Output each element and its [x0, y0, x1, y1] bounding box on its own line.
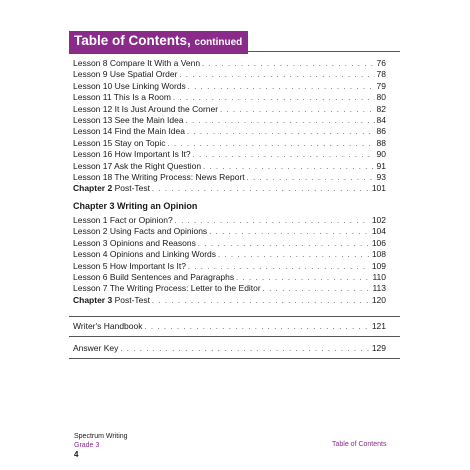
toc-entry-page: 101	[371, 183, 386, 194]
toc-entry[interactable]	[73, 226, 386, 237]
toc-entry-page: 76	[376, 58, 386, 68]
toc-entry-label	[73, 81, 186, 92]
toc-entry-label	[73, 69, 177, 80]
dot-leader	[198, 239, 370, 250]
toc-entry-text: Lesson 4 Opinions and Linking Words	[73, 249, 217, 260]
divider-1	[69, 316, 400, 317]
toc-entry-label	[73, 138, 165, 149]
toc-entry-page: 108	[371, 249, 386, 260]
heading-divider	[69, 51, 400, 52]
toc-entry[interactable]	[73, 126, 386, 137]
dot-leader	[202, 59, 374, 70]
toc-entry-page: 84	[376, 114, 386, 125]
dot-leader	[152, 184, 370, 195]
toc-group-answer-key	[73, 343, 386, 354]
dot-leader	[218, 250, 370, 261]
toc-entry-text: Lesson 5 How Important Is It?	[73, 260, 186, 271]
toc-entry-label	[73, 92, 171, 103]
toc-entry-page: 88	[376, 137, 386, 148]
toc-entry-chapter: Chapter 2	[73, 183, 113, 194]
toc-entry-label	[73, 172, 245, 183]
toc-entry-page: 86	[376, 126, 386, 137]
toc-entry[interactable]	[73, 104, 386, 115]
footer-section: Table of Contents	[332, 441, 387, 448]
toc-entry[interactable]	[73, 172, 386, 183]
toc-entry-label	[73, 261, 186, 272]
toc-group-chapter-2	[73, 58, 386, 195]
dot-leader	[193, 150, 375, 161]
toc-entry-label	[73, 226, 207, 237]
toc-entry-page: 80	[376, 92, 386, 103]
toc-entry[interactable]	[73, 149, 386, 160]
toc-entry-text: Lesson 18 The Writing Process: News Report	[73, 171, 245, 182]
toc-entry-label	[73, 149, 191, 160]
toc-entry-label: Writer's Handbook	[73, 321, 143, 331]
toc-entry[interactable]	[73, 283, 386, 294]
footer-grade: Grade 3	[74, 442, 100, 449]
toc-entry-chapter: Chapter 3	[73, 294, 113, 305]
toc-entry-text: Post-Test	[112, 294, 151, 305]
toc-entry[interactable]	[73, 272, 386, 283]
dot-leader	[247, 173, 375, 184]
toc-entry-label	[73, 115, 184, 126]
toc-entry-text: Lesson 3 Opinions and Reasons	[73, 237, 196, 248]
toc-entry-label	[73, 161, 201, 172]
toc-entry-text: Lesson 2 Using Facts and Opinions	[73, 226, 208, 237]
toc-entry[interactable]	[73, 92, 386, 103]
chapter-3-heading: Chapter 3 Writing an Opinion	[73, 201, 198, 211]
toc-entry-label	[73, 215, 173, 226]
toc-entry-page: 121	[371, 321, 386, 331]
toc-entry-text: Lesson 14 Find the Main Idea	[73, 126, 185, 137]
toc-entry[interactable]	[73, 295, 386, 306]
toc-entry-page: 90	[376, 149, 386, 160]
toc-entry-handbook[interactable]	[73, 321, 386, 332]
toc-entry[interactable]	[73, 69, 386, 80]
toc-entry-page: 129	[371, 343, 386, 353]
toc-group-chapter-3	[73, 215, 386, 306]
dot-leader	[152, 296, 370, 307]
toc-entry-page: 110	[372, 271, 386, 282]
toc-entry[interactable]	[73, 249, 386, 260]
toc-entry-label	[73, 126, 185, 137]
toc-entry-label	[73, 272, 234, 283]
toc-entry-label	[73, 249, 216, 260]
toc-entry-page: 104	[371, 226, 386, 237]
toc-heading-continued: continued	[194, 37, 243, 48]
footer-series: Spectrum Writing	[74, 433, 128, 440]
toc-entry[interactable]	[73, 261, 386, 272]
toc-entry-text: Lesson 16 How Important Is It?	[73, 149, 191, 160]
toc-entry-label	[73, 58, 200, 69]
toc-entry[interactable]	[73, 215, 386, 226]
dot-leader	[187, 127, 375, 138]
dot-leader	[179, 70, 374, 81]
divider-2	[69, 336, 400, 337]
toc-entry-page: 93	[376, 171, 386, 182]
toc-entry-page: 78	[376, 69, 386, 80]
toc-entry-text: Lesson 10 Use Linking Words	[73, 80, 186, 91]
toc-entry[interactable]	[73, 138, 386, 149]
toc-entry-page: 106	[371, 237, 386, 248]
dot-leader	[145, 322, 370, 333]
toc-entry-label: Answer Key	[73, 343, 119, 353]
toc-group-handbook	[73, 321, 386, 332]
toc-entry-page: 120	[371, 294, 386, 305]
toc-entry-text: Lesson 1 Fact or Opinion?	[73, 215, 173, 225]
toc-entry-label	[73, 183, 150, 194]
toc-entry[interactable]	[73, 238, 386, 249]
toc-entry-text: Lesson 9 Use Spatial Order	[73, 69, 178, 80]
toc-entry-page: 82	[376, 103, 386, 114]
dot-leader	[186, 116, 375, 127]
toc-entry-label	[73, 238, 196, 249]
divider-3	[69, 358, 400, 359]
toc-entry-page: 113	[372, 283, 386, 294]
toc-entry-label	[73, 295, 150, 306]
toc-entry-text: Post-Test	[112, 183, 151, 194]
toc-entry[interactable]	[73, 58, 386, 69]
toc-entry[interactable]	[73, 161, 386, 172]
dot-leader	[220, 105, 374, 116]
toc-entry[interactable]	[73, 183, 386, 194]
toc-entry-text: Lesson 8 Compare It With a Venn	[73, 58, 201, 68]
toc-entry[interactable]	[73, 115, 386, 126]
toc-entry-label	[73, 283, 261, 294]
toc-entry-text: Lesson 13 See the Main Idea	[73, 114, 184, 125]
toc-entry-answer-key[interactable]	[73, 343, 386, 354]
toc-heading-title: Table of Contents,	[74, 33, 191, 48]
dot-leader	[188, 82, 375, 93]
toc-entry-text: Lesson 11 This Is a Room	[73, 92, 171, 103]
footer-left	[74, 432, 128, 459]
toc-entry-text: Lesson 15 Stay on Topic	[73, 137, 166, 148]
dot-leader	[120, 344, 369, 355]
toc-entry-label	[73, 104, 218, 115]
toc-entry-page: 109	[371, 260, 386, 271]
toc-entry-page: 79	[376, 80, 386, 91]
toc-entry-page: 102	[371, 215, 386, 225]
footer-page-number: 4	[74, 450, 79, 459]
dot-leader	[167, 139, 374, 150]
toc-entry-text: Lesson 12 It Is Just Around the Corner	[73, 103, 219, 114]
dot-leader	[263, 284, 371, 295]
toc-entry-page: 91	[376, 160, 386, 171]
dot-leader	[209, 227, 370, 238]
toc-entry-text: Lesson 6 Build Sentences and Paragraphs	[73, 271, 235, 282]
toc-entry-text: Lesson 7 The Writing Process: Letter to the Editor	[73, 283, 261, 294]
toc-entry[interactable]	[73, 81, 386, 92]
toc-entry-text: Lesson 17 Ask the Right Question	[73, 160, 202, 171]
